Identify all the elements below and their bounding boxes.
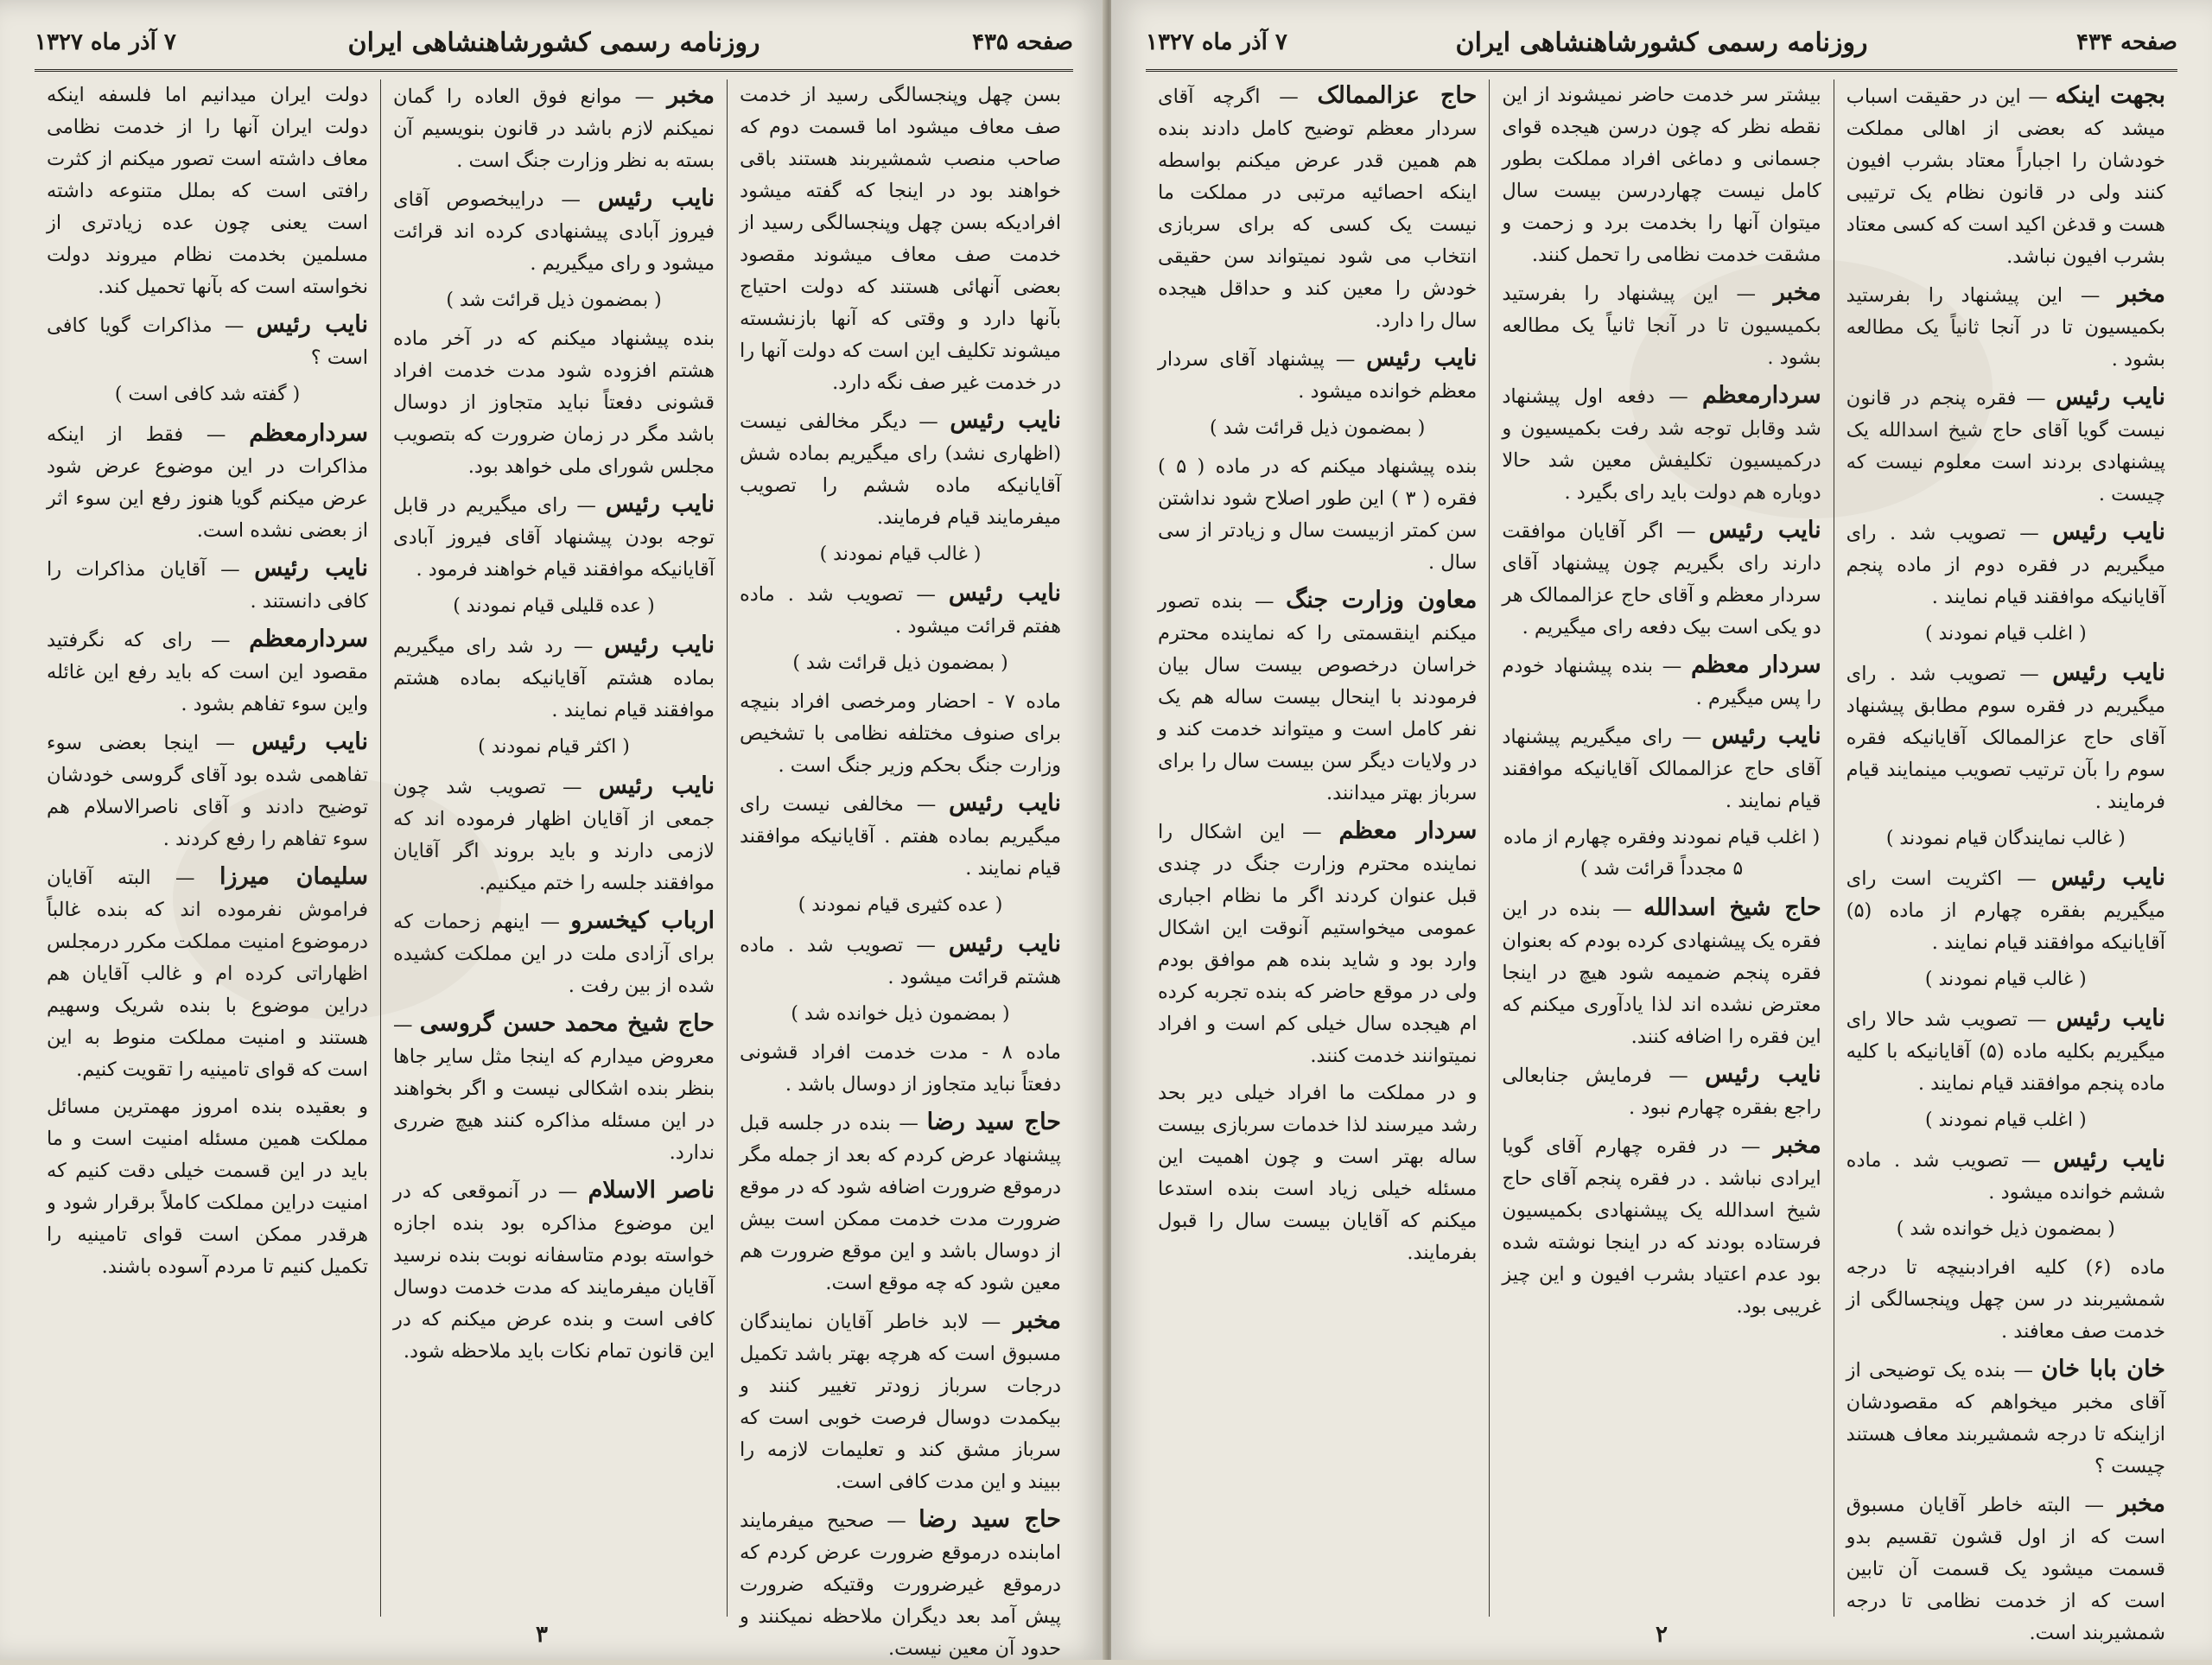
speaker-dash: — [199,732,252,754]
paragraph-text: بنده پیشنهاد خودم را پس میگیرم . [1502,655,1821,709]
speech-paragraph [1847,516,2165,613]
paragraph-text: لابد خاطر آقایان نمایندگان مسبوق است که هرچه بهتر باشد تکمیل درجات سرباز زودتر تغییر کنند و بیکمدت دوسال فرصت خوبی است که سرباز مشق کند و تعلیمات لازمه را ببیند و این مدت کافی است. [740,1311,1061,1493]
vote-note: ( غالب قیام نمودند ) [1924,969,2087,990]
speaker-dash: — [529,911,571,933]
speech-paragraph [1502,720,1821,817]
speaker-name: نایب رئیس [1366,345,1478,372]
vote-note: ( غالب نمایندگان قیام نمودند ) [1885,828,2126,849]
speaker-dash: — [1600,898,1644,920]
speaker-name: خان بابا خان [2041,1356,2165,1382]
speaker-dash: — [1672,726,1712,748]
speech-paragraph [393,770,715,899]
text-column [1834,79,2177,1644]
right-page [1111,0,2212,1660]
paragraph-text: این پیشنهاد را بفرستید بکمیسیون تا در آنجا ثانیاً یک مطالعه بشود . [1502,283,1821,369]
right-page-number: ۲ [1656,1622,1668,1648]
paragraph-text: مذاکرات گویا کافی است ؟ [47,315,368,369]
speaker-dash: — [212,315,257,337]
speech-paragraph [740,928,1061,994]
speaker-name: مخبر [667,82,715,109]
text-column [727,79,1073,1660]
vote-note: ( اغلب قیام نمودند ) [1924,1109,2087,1131]
speaker-dash: — [1718,283,1774,305]
speaker-name: نایب رئیس [604,632,715,658]
speech-paragraph [1502,514,1821,644]
paragraph-text: فقط از اینکه مذاکرات در این موضوع عرض شود عرض میکنم گویا هنوز رفع این سوء اثر از بعضی نشده است. [47,423,368,542]
paragraph-text: آقایان مذاکرات را کافی دانستند . [47,558,368,613]
speech-paragraph [1502,1058,1821,1124]
speech-paragraph [393,905,715,1002]
speaker-name: مخبر [1773,1132,1821,1159]
paragraph-text: اینهم زحمات که برای آزادی ملت در این مملکت کشیده شده از بین رفت . [393,911,715,997]
speaker-name: نایب رئیس [2056,384,2165,410]
speech-paragraph [1847,657,2165,818]
vote-note: ( بمضمون ذیل قرائت شد ) [446,289,662,311]
paragraph-text: این پیشنهاد را بفرستید بکمیسیون تا در آنجا ثانیاً یک مطالعه بشود . [1846,284,2165,371]
right-header-page-label: صفحه ۴۳۴ [2076,29,2177,55]
speech-paragraph [47,79,368,303]
speaker-name: نایب رئیس [948,931,1061,957]
speaker-dash: — [547,1180,588,1203]
speech-paragraph [393,323,715,483]
paragraph-text: رای میگیریم پیشنهاد آقای حاج عزالممالک آقایانیکه موافقند قیام نمایند . [1502,726,1821,812]
paragraph-text: تصویب شد حالا رای میگیریم بکلیه ماده (۵) آقایانیکه با کلیه ماده پنجم موافقند قیام نمایند . [1846,1008,2165,1095]
speaker-name: نایب رئیس [2052,518,2165,545]
speaker-dash: — [1663,520,1709,543]
speaker-dash: — [2020,86,2056,108]
vote-note: ( بمضمون ذیل قرائت شد ) [792,652,1008,674]
speaker-name: سردارمعظم [1701,382,1821,409]
paragraph-text: بنده تصور میکنم اینقسمتی را که نماینده محترم خراسان درخصوص بیست سال بیان فرمودند با اینحال بیست ساله هم یک نفر کامل است و میتواند خدمت کند و در ولایات دیگر سن بیست سال را برای سرباز بهتر میدانند. [1158,590,1478,804]
speaker-dash: — [1285,821,1339,843]
paragraph-text: در فقره چهارم آقای گویا ایرادی نباشد . در فقره پنجم آقای حاج شیخ اسدالله یک پیشنهادی بکمیسیون فرستاده بودند که در اینجا نوشته شده بود عدم اعتیاد بشرب افیون و این چیز غریبی بود. [1502,1135,1821,1318]
left-columns [35,79,1073,1660]
right-header-date: ۷ آذر ماه ۱۳۲۷ [1146,29,1287,55]
paragraph-text: صحیح میفرمایند امابنده درموقع ضرورت عرض کردم که درموقع غیرضرورت وقتیکه ضرورت پیش آمد بعد دیگران ملاحظه نمیکنند و حدود آن معین نیست. [740,1509,1061,1660]
speaker-dash: — [903,793,950,816]
speech-paragraph [1502,649,1821,715]
speaker-name: سلیمان میرزا [219,863,368,890]
speaker-dash: — [2017,1008,2056,1031]
speech-paragraph [47,623,368,721]
paragraph-text: معروض میدارم که اینجا مثل سایر جاها بنظر بنده اشکالی نیست و اگر بخواهند در این مسئله مذاکره کنند هیچ ضرری ندارد. [393,1045,715,1164]
paragraph-text: بنده در این فقره یک پیشنهادی کرده بودم که بعنوان فقره پنجم ضمیمه شود هیچ در اینجا معترض نشده اند لذا یادآوری میکنم که این فقره را اضافه کنند. [1502,898,1821,1048]
paragraph-text: اگرچه آقای سردار معظم توضیح کامل دادند بنده هم همین قدر عرض میکنم بواسطه اینکه احصائیه مرتبی در مملکت ما نیست یک کسی که برای سربازی انتخاب می شود نمیتواند سن حقیقی خودش را معین کند و حداقل هیجده سال را دارد. [1158,86,1478,332]
speech-paragraph [740,787,1061,885]
vote-note: ( بمضمون ذیل قرائت شد ) [1210,417,1426,439]
speaker-name: نایب رئیس [950,407,1061,434]
speech-paragraph [1847,278,2165,376]
speaker-dash: — [2005,522,2053,544]
speech-paragraph [1502,276,1821,374]
paragraph-text: رای که نگرفتید مقصود این است که باید رفع این غائله واین سوء تفاهم بشود . [47,629,368,715]
text-column [380,79,727,1617]
speech-paragraph [1158,1077,1477,1269]
speaker-dash: — [1727,1135,1774,1158]
speaker-dash: — [2005,1359,2042,1382]
speech-paragraph [1847,1488,2165,1649]
speech-paragraph [1502,379,1821,509]
vote-note: ( اکثر قیام نمودند ) [478,736,630,758]
speaker-dash: — [621,86,668,108]
speaker-name: نایب رئیس [251,728,368,755]
speaker-name: حاج عزالممالک [1317,82,1478,109]
vote-note: ( عده قلیلی قیام نمودند ) [453,595,655,617]
paragraph-text: و در مملکت ما افراد خیلی دیر بحد رشد میرسند لذا خدمات سربازی بیست ساله بهتر است و چون اهمیت این مسئله خیلی زیاد است بنده استدعا میکنم که آقایان بیست سال را قبول بفرمایند. [1158,1082,1478,1264]
speaker-dash: — [2063,284,2119,307]
vote-note: ( غالب قیام نمودند ) [819,543,982,565]
speech-paragraph [740,577,1061,643]
speaker-dash: — [1651,1064,1706,1087]
speech-paragraph [393,1174,715,1368]
left-header-title: روزنامه رسمی کشورشاهنشاهی ایران [347,27,760,58]
paragraph-text: تصویب شد . رای میگیریم در فقره دوم از ماده پنجم آقایانیکه موافقند قیام نمایند . [1846,522,2165,608]
speech-paragraph [1847,1353,2165,1483]
speaker-name: ارباب کیخسرو [570,907,715,934]
speaker-name: نایب رئیس [1705,1061,1821,1088]
speech-paragraph [1158,451,1477,579]
speaker-name: سردارمعظم [249,420,368,447]
paragraph-text: درایبخصوص آقای فیروز آبادی پیشنهادی کرده اند قرائت میشود و رای میگیریم . [393,188,715,275]
speaker-dash: — [1243,590,1287,613]
right-columns [1146,79,2177,1644]
speaker-name: نایب رئیس [948,580,1061,607]
speaker-name: سردارمعظم [249,626,368,652]
speech-paragraph [393,79,715,177]
paragraph-text: دولت ایران میدانیم اما فلسفه اینکه دولت ایران آنها را از خدمت نظامی معاف داشته است تصور میکنم از کثرت رافتی است که بملل متنوعه داشته است یعنی چون عده زیادتری از مسلمین بخدمت نظام میروند دولت نخواسته است که بآنها تحمیل کند. [47,84,368,298]
speech-paragraph [740,1305,1061,1498]
speaker-dash: — [393,1014,420,1036]
speech-paragraph [393,488,715,586]
speaker-dash: — [545,776,599,798]
speaker-name: نایب رئیس [2053,1146,2165,1172]
paragraph-text: بنده پیشنهاد میکنم که در ماده ( ۵ ) فقره ( ۳ ) این طور اصلاح شود نداشتن سن کمتر ازبیست سال و زیادتر از سی سال . [1158,455,1478,574]
vote-note: ( اغلب قیام نمودند وفقره چهارم از ماده ۵ مجدداً قرائت شد ) [1503,827,1821,880]
paragraph-text: پیشنهاد آقای سردار معظم خوانده میشود . [1158,348,1478,403]
paragraph-text: مخالفی نیست رای میگیریم بماده هفتم . آقایانیکه موافقند قیام نمایند . [740,793,1061,880]
speech-paragraph [47,1091,368,1283]
speech-paragraph [1158,342,1477,408]
speaker-name: مخبر [2118,281,2165,308]
paragraph-text: بنده یک توضیحی از آقای مخبر میخواهم که مقصودشان ازاینکه تا درجه شمشیربند معاف هستند چیست ؟ [1846,1359,2165,1478]
speaker-dash: — [183,423,250,446]
speaker-dash: — [206,558,255,581]
speaker-name: حاج سید رضا [926,1109,1061,1135]
speaker-name: نایب رئیس [949,790,1061,817]
speaker-dash: — [192,629,250,651]
speaker-name: نایب رئیس [1708,517,1821,543]
speaker-name: سردار معظم [1691,651,1821,678]
left-page [0,0,1108,1660]
speaker-name: ناصر الاسلام [588,1177,715,1204]
vote-note: ( عده کثیری قیام نمودند ) [798,894,1003,916]
paragraph-text: بسن چهل وپنجسالگی رسید از خدمت صف معاف میشود اما قسمت دوم که صاحب منصب شمشیربند هستند باقی خواهند بود در اینجا که گفته میشود افرادیکه بسن چهل وپنجسالگی رسید از خدمت صف معاف میشوند مقصود بعضی آنهائی هستند که دولت احتیاج بآنها دارد و وقتی که آنها بازنشسته میشوند تکلیف این است که دولت آنها را در خدمت غیر صف نگه دارد. [740,84,1061,394]
right-page-header [1146,16,2177,72]
speaker-name: حاج شیخ اسدالله [1643,894,1821,921]
speaker-dash: — [2008,1149,2054,1172]
speech-paragraph [47,552,368,618]
speaker-dash: — [2002,867,2051,890]
text-column [35,79,380,1617]
speech-paragraph [1158,815,1477,1072]
speaker-dash: — [968,1311,1014,1333]
speaker-dash: — [1324,348,1367,371]
speaker-dash: — [1653,655,1692,677]
speaker-dash: — [2016,387,2056,410]
speaker-name: بجهت اینکه [2055,82,2165,109]
left-page-number: ۳ [536,1622,548,1648]
speaker-dash: — [874,1509,919,1532]
paragraph-text: بنده پیشنهاد میکنم که در آخر ماده هشتم افزوده شود مدت خدمت افراد قشونی دفعتاً نباید متجاوز از دوسال باشد مگر در زمان ضرورت که بتصویب مجلس شورای ملی خواهد بود. [393,327,715,478]
speech-paragraph [393,629,715,727]
paragraph-text: تصویب شد . ماده هفتم قرائت میشود . [740,583,1061,638]
article-text: ماده ۸ - مدت خدمت افراد قشونی دفعتاً نباید متجاوز از دوسال باشد . [740,1041,1061,1096]
vote-note: ( اغلب قیام نمودند ) [1924,623,2087,645]
left-header-page-label: صفحه ۴۳۵ [972,29,1073,55]
speech-paragraph [47,417,368,547]
speaker-dash: — [150,867,219,889]
speaker-name: معاون وزارت جنگ [1286,587,1478,613]
speaker-name: نایب رئیس [254,555,368,581]
paragraph-text: رد شد رای میگیریم بماده هشتم آقایانیکه بماده هشتم موافقند قیام نمایند . [393,635,715,721]
paragraph-text: موانع فوق العاده را گمان نمیکنم لازم باشد در قانون بنویسیم آن بسته به نظر وزارت جنگ است . [393,86,715,172]
text-column [1146,79,1489,1617]
speaker-name: نایب رئیس [597,185,715,212]
paragraph-text: البته خاطر آقایان مسبوق است که از اول قشون تقسیم بدو قسمت میشود یک قسمت آن تابین است که از خدمت نظامی تا درجه شمشیربند است. [1846,1494,2165,1644]
paragraph-text: دیگر مخالفی نیست (اظهاری نشد) رای میگیریم بماده شش آقایانیکه ماده ششم را تصویب میفرمایند قیام فرمایند. [740,410,1061,529]
speaker-name: سردار معظم [1338,817,1478,844]
paragraph-text: تصویب شد . ماده هشتم قرائت میشود . [740,934,1061,988]
speaker-dash: — [906,410,950,433]
paragraph-text: تصویب شد . رای میگیریم در فقره سوم مطابق پیشنهاد آقای حاج عزالممالک آقایانیکه فقره سوم را بآن ترتیب تصویب مینمایند قیام فرمایند . [1846,663,2165,813]
paragraph-text: فرمایش جنابعالی راجع بفقره چهارم نبود . [1502,1064,1821,1119]
speaker-name: مخبر [1014,1307,1061,1334]
speech-paragraph [740,1503,1061,1665]
speech-paragraph [47,308,368,374]
speech-paragraph [1158,584,1477,810]
speech-paragraph [1847,861,2165,959]
paragraph-text: البته آقایان فراموش نفرموده اند که بنده غالباً درموضوع امنیت مملکت مکرر درمجلس اظهاراتی کرده ام و غالب آقایان هم دراین موضوع با بنده شریک وسهیم هستند و امنیت مملکت منوط به این است که قوای تامینیه را تقویت کنیم. [47,867,368,1081]
speaker-dash: — [903,583,949,606]
speaker-name: نایب رئیس [1711,722,1821,749]
speaker-name: نایب رئیس [605,491,715,518]
speech-paragraph [740,404,1061,534]
speaker-dash: — [890,1112,927,1134]
vote-note: ( بمضمون ذیل خوانده شد ) [791,1003,1010,1025]
speaker-name: نایب رئیس [2052,659,2165,686]
speaker-dash: — [563,635,605,658]
left-page-header [35,16,1073,72]
speaker-name: حاج شیخ محمد حسن گروسی [419,1010,715,1037]
speaker-name: نایب رئیس [2050,864,2165,891]
speaker-dash: — [903,934,949,956]
speaker-name: نایب رئیس [256,311,368,338]
speech-paragraph [1502,1129,1821,1323]
speaker-dash: — [567,494,606,517]
speaker-name: نایب رئیس [598,772,715,799]
paragraph-text: در آنموقعی که در این موضوع مذاکره بود بنده اجازه خواسته بودم متاسفانه نوبت بنده نرسید آقایان میفرمایند که مدت خدمت دوسال کافی است و بنده عرض میکنم که در این قانون تمام نکات باید ملاحظه شود. [393,1180,715,1363]
speech-paragraph [1502,79,1821,271]
speech-paragraph [1847,1002,2165,1100]
right-header-title: روزنامه رسمی کشورشاهنشاهی ایران [1455,27,1868,58]
speech-paragraph [740,79,1061,399]
speech-paragraph [1502,892,1821,1053]
paragraph-text: این اشکال را نماینده محترم وزارت جنگ در چندی قبل عنوان کردند اگر ما نظام اجباری عمومی میخواستیم آنوقت این اشکال وارد بود و شاید بنده هم موافق بودم ولی در موقع حاضر که بنده تجربه کرده ام هیجده سال خیلی کم است و افراد نمیتوانند خدمت کنند. [1158,821,1478,1067]
paragraph-text: اگر آقایان موافقت دارند رای بگیریم چون پیشنهاد آقای سردار معظم و آقای حاج عزالممالک هر دو یکی است بیک دفعه رای میگیریم . [1502,520,1821,639]
speech-paragraph [1847,79,2165,273]
paragraph-text: اکثریت است رای میگیریم بفقره چهارم از ماده (۵) آقایانیکه موافقند قیام نمایند . [1846,867,2165,954]
speaker-dash: — [2005,663,2053,685]
paragraph-text: اینجا بعضی سوء تفاهمی شده بود آقای گروسی خودشان توضیح دادند و آقای ناصرالاسلام هم سوء تفاهم را رفع کردند . [47,732,368,850]
speaker-dash: — [543,188,598,211]
speech-paragraph [393,1007,715,1169]
paragraph-text: تصویب شد . ماده ششم خوانده میشود . [1846,1149,2165,1204]
speech-paragraph [1847,381,2165,511]
speaker-name: مخبر [1773,279,1821,306]
paragraph-text: تصویب شد چون جمعی از آقایان اظهار فرموده اند که لازمی دارند و باید بروند اگر آقایان موافقند جلسه را ختم میکنیم. [393,776,715,894]
speaker-dash: — [1655,385,1702,408]
speaker-dash: — [2070,1494,2119,1516]
article-text: ماده ۷ - احضار ومرخصی افراد بنیچه برای صنوف مختلفه نظامی با تشخیص وزارت جنگ بحکم وزیر جنگ است . [740,690,1061,777]
speaker-name: نایب رئیس [2056,1005,2165,1032]
speech-paragraph [1847,1143,2165,1209]
paragraph-text: رای میگیریم در قابل توجه بودن پیشنهاد آقای فیروز آبادی آقایانیکه موافقند قیام خواهند فرمود . [393,494,715,581]
text-column [1489,79,1833,1617]
speaker-dash: — [1260,86,1318,108]
vote-note: ( گفته شد کافی است ) [114,384,301,405]
paragraph-text: بنده در جلسه قبل پیشنهاد عرض کردم که بعد از جمله مگر درموقع ضرورت اضافه شود که در موقع ضرورت مدت خدمت ممکن است بیش از دوسال باشد و این موقع ضرورت هم معین شود که چه موقع است. [740,1112,1061,1294]
article-text: ماده (۶) کلیه افرادبنیچه تا درجه شمشیربند در سن چهل وپنجسالگی از خدمت صف معافند . [1846,1256,2165,1343]
speaker-name: حاج سید رضا [918,1506,1061,1533]
paragraph-text: فقره پنجم در قانون نیست گویا آقای حاج شیخ اسدالله یک پیشنهادی بردند است معلوم نیست که چیست . [1846,387,2165,505]
paragraph-text: و بعقیده بنده امروز مهمترین مسائل مملکت همین مسئله امنیت است و ما باید در این قسمت خیلی دقت کنیم که امنیت دراین مملکت کاملاً برقرار شود و هرقدر ممکن است قوای تامینیه را تکمیل کنیم تا مردم آسوده باشند. [47,1096,368,1278]
speech-paragraph [393,182,715,280]
vote-note: ( بمضمون ذیل خوانده شد ) [1896,1218,2115,1240]
paragraph-text: دفعه اول پیشنهاد شد وقابل توجه شد رفت بکمیسیون و درکمیسیون تکلیفش معین شد حالا دوباره هم دولت باید رای بگیرد . [1502,385,1821,504]
speech-paragraph [47,726,368,855]
speech-paragraph [1158,79,1477,337]
speech-paragraph [47,861,368,1086]
speaker-name: مخبر [2118,1490,2165,1517]
paragraph-text: بیشتر سر خدمت حاضر نمیشوند از این نقطه نظر که چون درسن هیجده قوای جسمانی و دماغی افراد مملکت بطور کامل نیست چهاردرسن بیست سال میتوان آنها را بخدمت برد و زحمت و مشقت خدمت نظامی را تحمل کنند. [1502,84,1821,266]
paragraph-text: این در حقیقت اسباب میشد که بعضی از اهالی مملکت خودشان را اجباراً معتاد بشرب افیون کنند ولی در قانون نظام یک ترتیبی هست و قدغن اکید است که کسی معتاد بشرب افیون نباشد. [1846,86,2165,268]
left-header-date: ۷ آذر ماه ۱۳۲۷ [35,29,176,55]
speech-paragraph [740,1106,1061,1300]
